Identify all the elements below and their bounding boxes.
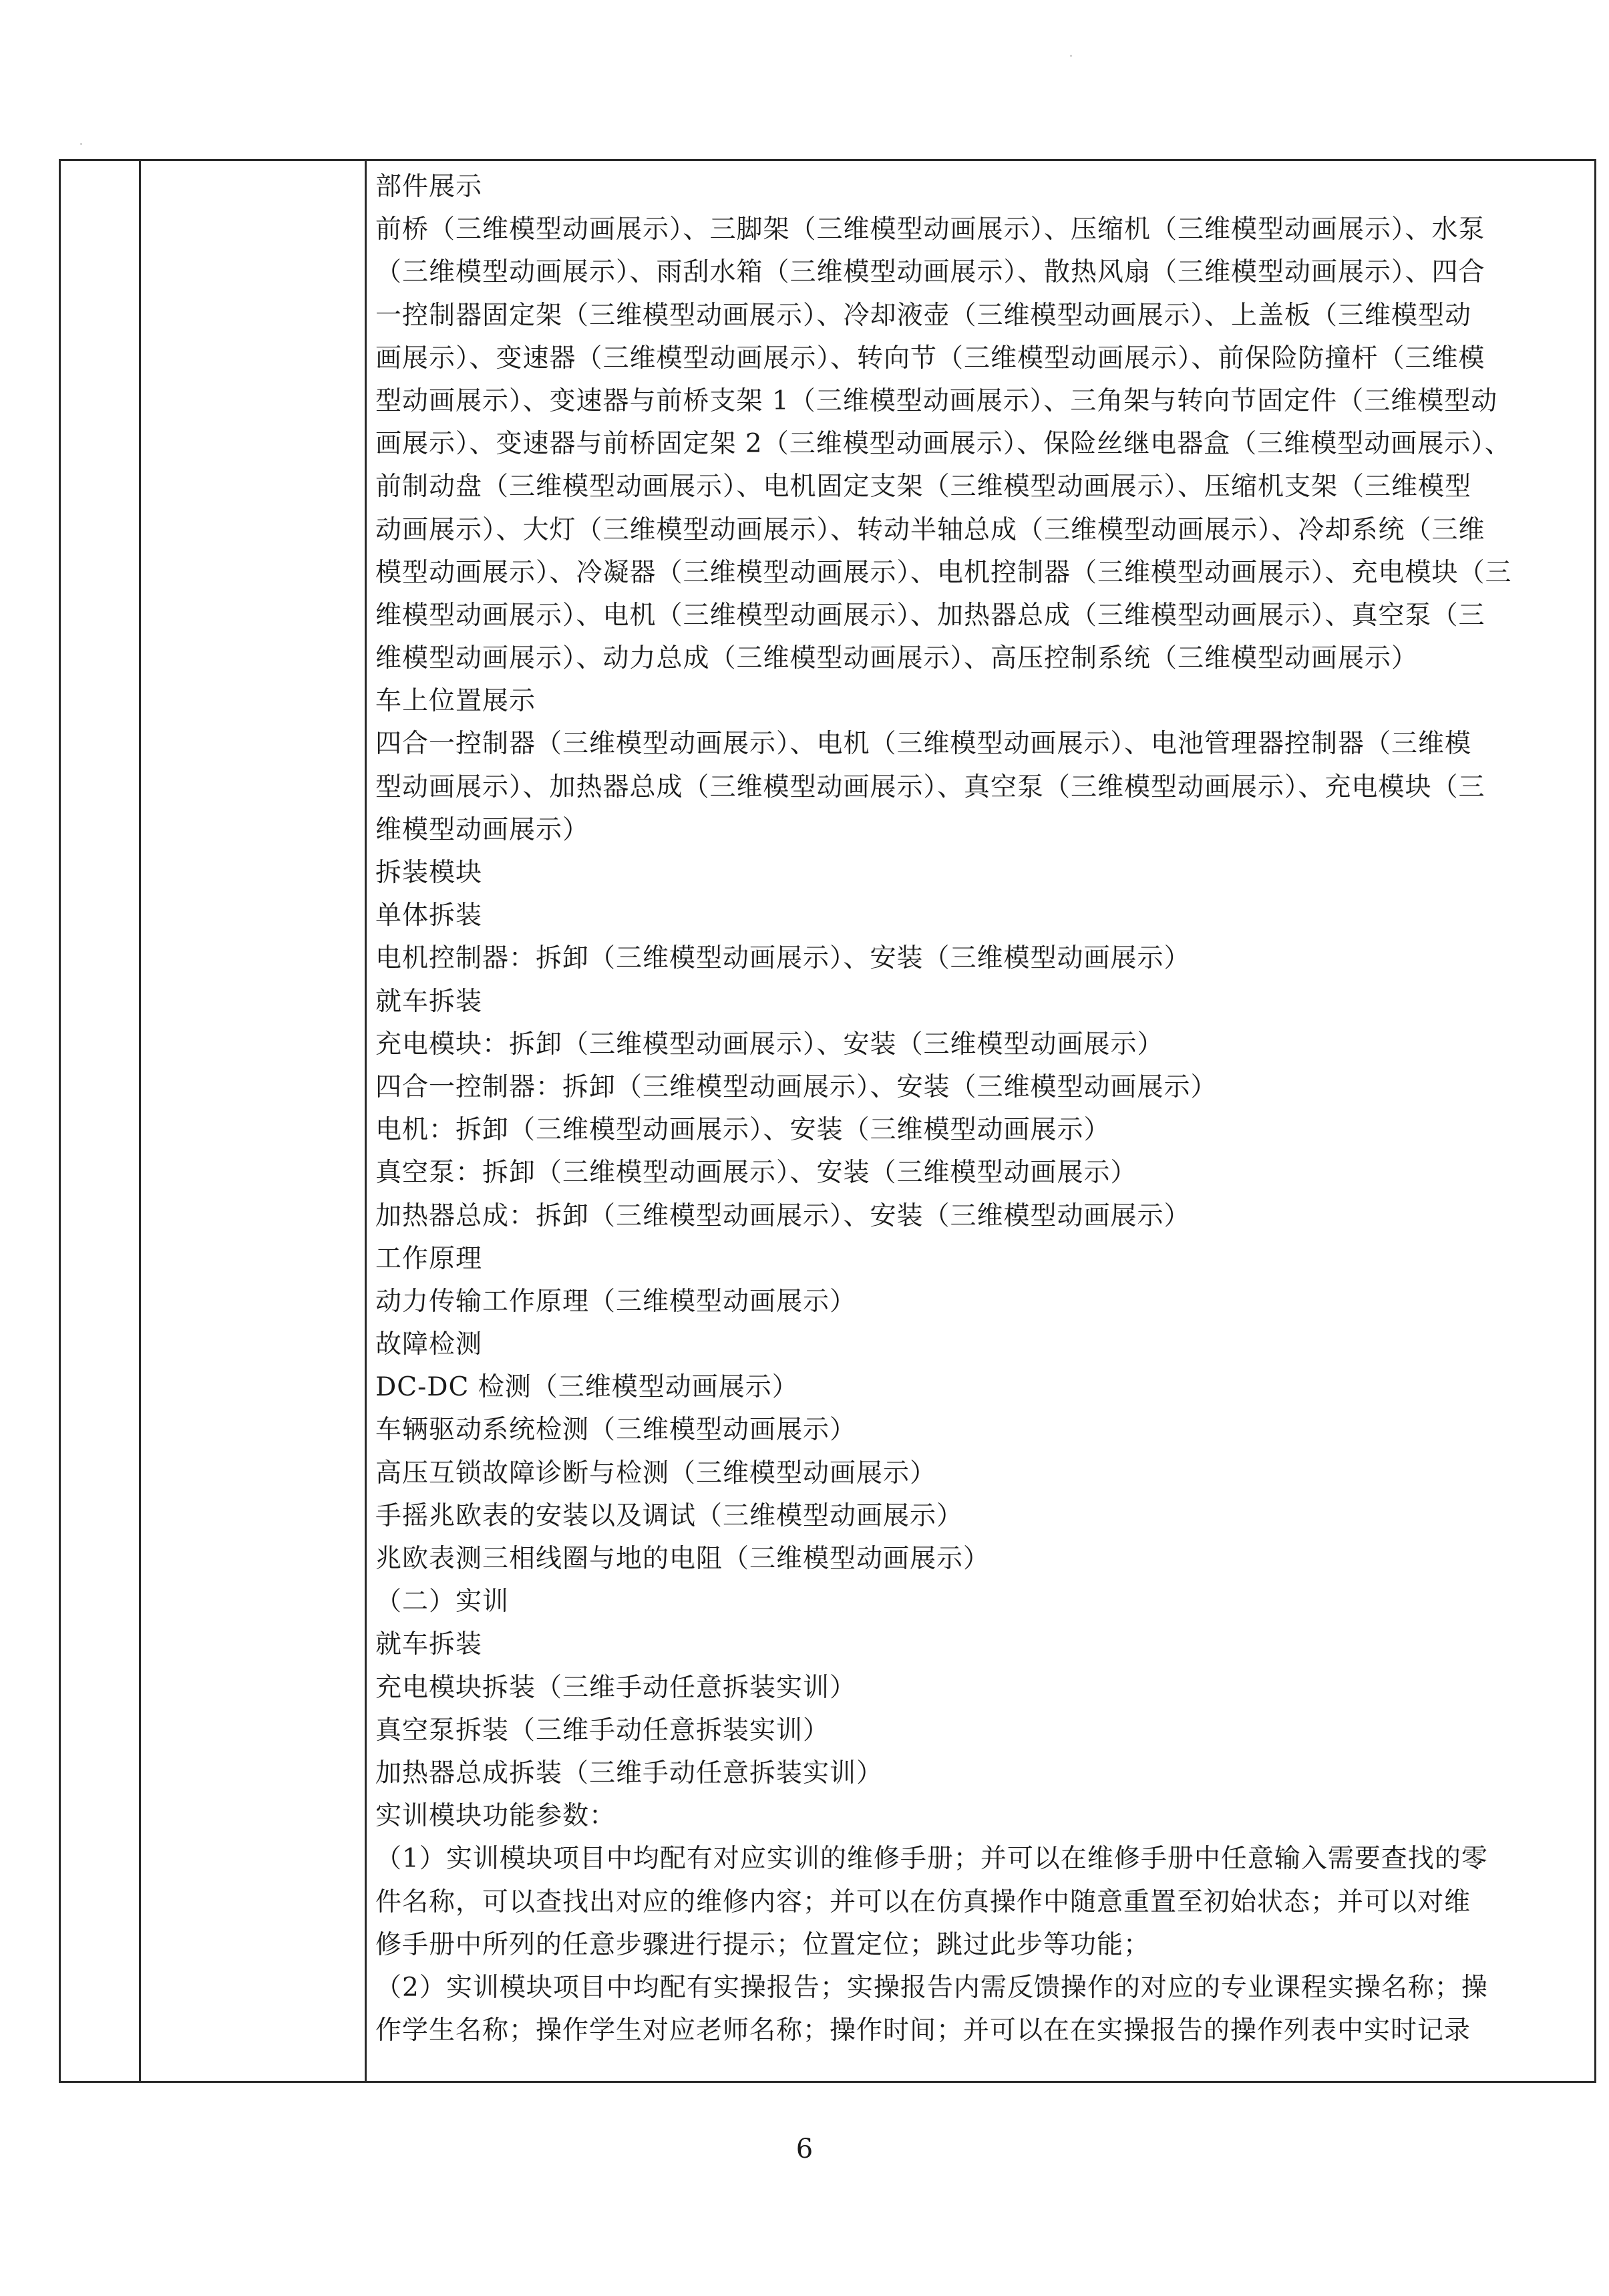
section-heading-working-principle: 工作原理 (375, 1243, 483, 1274)
text-line: 维模型动画展示） (375, 814, 590, 845)
text-line: 兆欧表测三相线圈与地的电阻（三维模型动画展示） (375, 1544, 991, 1574)
text-line: 充电模块拆装（三维手动任意拆装实训） (375, 1672, 857, 1703)
subheading-on-vehicle-disassembly: 就车拆装 (375, 1629, 483, 1660)
text-line: 手摇兆欧表的安装以及调试（三维模型动画展示） (375, 1500, 964, 1531)
text-line: 动力传输工作原理（三维模型动画展示） (375, 1286, 857, 1317)
text-line: 维模型动画展示）、电机（三维模型动画展示）、加热器总成（三维模型动画展示）、真空泵（三 (375, 600, 1485, 631)
subheading-single-disassembly: 单体拆装 (375, 900, 483, 931)
text-line: 作学生名称；操作学生对应老师名称；操作时间；并可以在在实操报告的操作列表中实时记录 (375, 2015, 1471, 2046)
text-line: 电机：拆卸（三维模型动画展示）、安装（三维模型动画展示） (375, 1115, 1111, 1146)
requirements-text-cell (375, 166, 1591, 2052)
text-line: 加热器总成拆装（三维手动任意拆装实训） (375, 1758, 884, 1788)
table-column-divider (365, 161, 367, 2081)
section-heading-component-display: 部件展示 (375, 172, 483, 202)
section-heading-fault-detection: 故障检测 (375, 1329, 483, 1360)
section-heading-vehicle-position: 车上位置展示 (375, 686, 536, 717)
scan-speck (80, 143, 82, 145)
text-line: 加热器总成：拆卸（三维模型动画展示）、安装（三维模型动画展示） (375, 1200, 1191, 1231)
text-line: 车辆驱动系统检测（三维模型动画展示） (375, 1415, 857, 1446)
text-line: （2）实训模块项目中均配有实操报告；实操报告内需反馈操作的对应的专业课程实操名称；操 (375, 1972, 1488, 2003)
text-line: 画展示）、变速器与前桥固定架 2（三维模型动画展示）、保险丝继电器盒（三维模型动画展示）、 (375, 429, 1511, 460)
page-number: 6 (795, 2134, 814, 2164)
text-line: 维模型动画展示）、动力总成（三维模型动画展示）、高压控制系统（三维模型动画展示） (375, 643, 1419, 674)
section-heading-disassembly-module: 拆装模块 (375, 858, 483, 888)
text-line: 一控制器固定架（三维模型动画展示）、冷却液壶（三维模型动画展示）、上盖板（三维模型动 (375, 300, 1472, 331)
text-line: 件名称，可以查找出对应的维修内容；并可以在仿真操作中随意重置至初始状态；并可以对维 (375, 1887, 1471, 1917)
text-line: 四合一控制器（三维模型动画展示）、电机（三维模型动画展示）、电池管理器控制器（三维模 (375, 729, 1472, 760)
section-heading-training: （二）实训 (375, 1587, 510, 1617)
text-line: （1）实训模块项目中均配有对应实训的维修手册；并可以在维修手册中任意输入需要查找的零 (375, 1844, 1488, 1874)
subheading-on-vehicle-disassembly: 就车拆装 (375, 986, 483, 1017)
scan-speck (1070, 55, 1072, 57)
table-column-divider (139, 161, 141, 2081)
text-line: 充电模块：拆卸（三维模型动画展示）、安装（三维模型动画展示） (375, 1029, 1164, 1059)
text-line: （三维模型动画展示）、雨刮水箱（三维模型动画展示）、散热风扇（三维模型动画展示）、四合 (375, 257, 1485, 288)
text-line: 型动画展示）、加热器总成（三维模型动画展示）、真空泵（三维模型动画展示）、充电模块（三 (375, 772, 1485, 802)
text-line: 真空泵拆装（三维手动任意拆装实训） (375, 1715, 830, 1746)
text-line: 前桥（三维模型动画展示）、三脚架（三维模型动画展示）、压缩机（三维模型动画展示）、水泵 (375, 214, 1485, 245)
text-line: 电机控制器：拆卸（三维模型动画展示）、安装（三维模型动画展示） (375, 943, 1191, 974)
text-line: 四合一控制器：拆卸（三维模型动画展示）、安装（三维模型动画展示） (375, 1072, 1218, 1102)
text-line: 画展示）、变速器（三维模型动画展示）、转向节（三维模型动画展示）、前保险防撞杆（三维模 (375, 343, 1485, 373)
text-line: 真空泵：拆卸（三维模型动画展示）、安装（三维模型动画展示） (375, 1158, 1137, 1188)
text-line: 前制动盘（三维模型动画展示）、电机固定支架（三维模型动画展示）、压缩机支架（三维模型 (375, 472, 1472, 502)
text-line: 模型动画展示）、冷凝器（三维模型动画展示）、电机控制器（三维模型动画展示）、充电模块（三 (375, 557, 1512, 588)
text-line: 型动画展示）、变速器与前桥支架 1（三维模型动画展示）、三角架与转向节固定件（三维模型动 (375, 385, 1498, 416)
text-line: 动画展示）、大灯（三维模型动画展示）、转动半轴总成（三维模型动画展示）、冷却系统（三维 (375, 514, 1485, 545)
text-line: DC-DC 检测（三维模型动画展示） (375, 1372, 799, 1403)
subheading-training-parameters: 实训模块功能参数： (375, 1801, 616, 1832)
text-line: 修手册中所列的任意步骤进行提示；位置定位；跳过此步等功能； (375, 1929, 1151, 1960)
text-line: 高压互锁故障诊断与检测（三维模型动画展示） (375, 1458, 937, 1488)
